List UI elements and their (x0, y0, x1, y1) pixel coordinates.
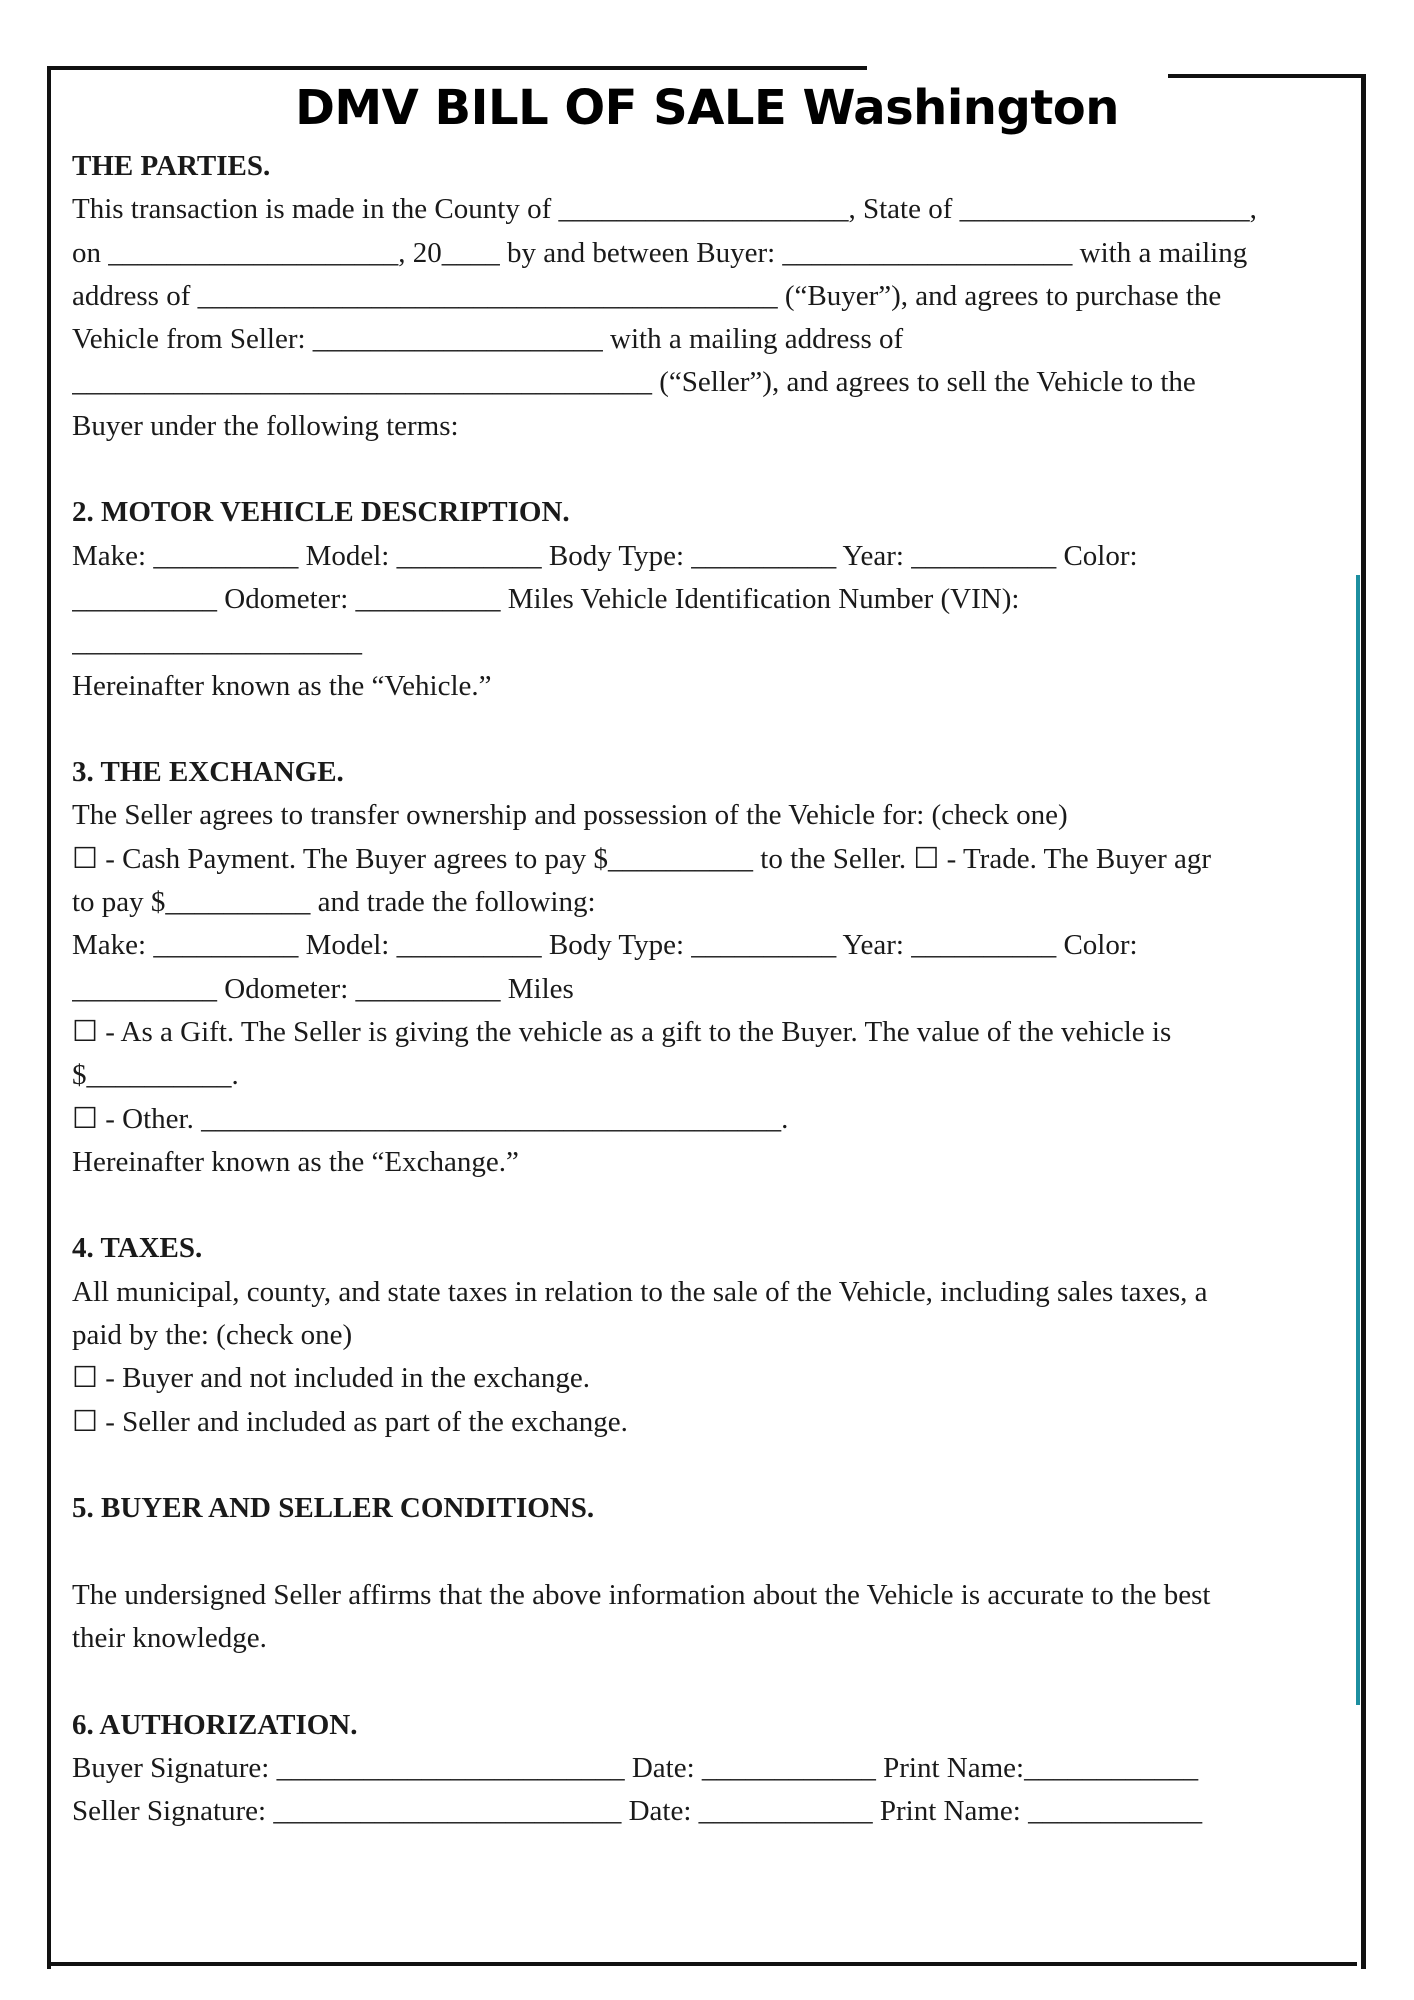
parties-line-2: on ____________________, 20____ by and between Buyer: ____________________ with a mailing (72, 236, 1248, 269)
parties-line-3: address of ________________________________________ (“Buyer”), and agrees to purchase the (72, 279, 1222, 312)
exchange-line-4: Make: __________ Model: __________ Body Type: __________ Year: __________ Color: (72, 929, 1138, 962)
vehicle-line-1: Make: __________ Model: __________ Body Type: __________ Year: __________ Color: (72, 539, 1138, 572)
exchange-line-3: to pay $__________ and trade the following: (72, 886, 596, 919)
spacer (72, 1444, 1342, 1487)
conditions-line-2: their knowledge. (72, 1622, 267, 1655)
exchange-line-9: Hereinafter known as the “Exchange.” (72, 1145, 519, 1178)
section-heading-exchange: 3. THE EXCHANGE. (72, 756, 344, 789)
vehicle-line-4: Hereinafter known as the “Vehicle.” (72, 669, 492, 702)
exchange-line-5: __________ Odometer: __________ Miles (72, 972, 574, 1005)
frame-right-border (1361, 74, 1366, 1969)
taxes-line-3: ☐ - Buyer and not included in the exchange. (72, 1362, 591, 1395)
exchange-line-6: ☐ - As a Gift. The Seller is giving the vehicle as a gift to the Buyer. The value of the vehicle is (72, 1015, 1172, 1048)
section-heading-authorization: 6. AUTHORIZATION. (72, 1708, 358, 1741)
spacer (72, 708, 1342, 751)
section-heading-parties: THE PARTIES. (72, 150, 271, 182)
exchange-line-1: The Seller agrees to transfer ownership and possession of the Vehicle for: (check one) (72, 799, 1068, 832)
section-heading-taxes: 4. TAXES. (72, 1232, 203, 1265)
frame-top-right-border (1168, 74, 1364, 78)
vehicle-line-3: ____________________ (72, 626, 362, 659)
parties-line-1: This transaction is made in the County of ____________________, State of ____________________, (72, 193, 1257, 226)
spacer (72, 448, 1342, 491)
frame-bottom-border (47, 1962, 1357, 1966)
section-heading-conditions: 5. BUYER AND SELLER CONDITIONS. (72, 1492, 595, 1525)
seller-signature-line: Seller Signature: ________________________ Date: ____________ Print Name: ____________ (72, 1795, 1203, 1828)
frame-top-border (47, 66, 867, 70)
page-title: DMV BILL OF SALE Washington (295, 80, 1119, 136)
parties-line-4: Vehicle from Seller: ____________________ with a mailing address of (72, 323, 904, 356)
section-heading-vehicle: 2. MOTOR VEHICLE DESCRIPTION. (72, 496, 570, 529)
conditions-line-1: The undersigned Seller affirms that the above information about the Vehicle is accurate to the best (72, 1578, 1211, 1611)
taxes-line-4: ☐ - Seller and included as part of the exchange. (72, 1405, 628, 1438)
vehicle-line-2: __________ Odometer: __________ Miles Vehicle Identification Number (VIN): (72, 582, 1020, 615)
parties-line-5: ________________________________________ (“Seller”), and agrees to sell the Vehicle to the (72, 366, 1196, 399)
document-body (72, 145, 1342, 1834)
taxes-line-2: paid by the: (check one) (72, 1319, 353, 1352)
exchange-line-7: $__________. (72, 1059, 239, 1092)
parties-line-6: Buyer under the following terms: (72, 409, 459, 442)
spacer (72, 1660, 1342, 1703)
exchange-line-2: ☐ - Cash Payment. The Buyer agrees to pay $__________ to the Seller. ☐ - Trade. The Buyer agr (72, 842, 1212, 875)
spacer (72, 1184, 1342, 1227)
buyer-signature-line: Buyer Signature: ________________________ Date: ____________ Print Name:____________ (72, 1751, 1199, 1784)
frame-left-border (47, 66, 51, 1969)
frame-right-accent (1356, 575, 1360, 1705)
exchange-line-8: ☐ - Other. ________________________________________. (72, 1102, 789, 1135)
taxes-line-1: All municipal, county, and state taxes in relation to the sale of the Vehicle, including sales taxes, a (72, 1275, 1208, 1308)
spacer (72, 1531, 1342, 1574)
